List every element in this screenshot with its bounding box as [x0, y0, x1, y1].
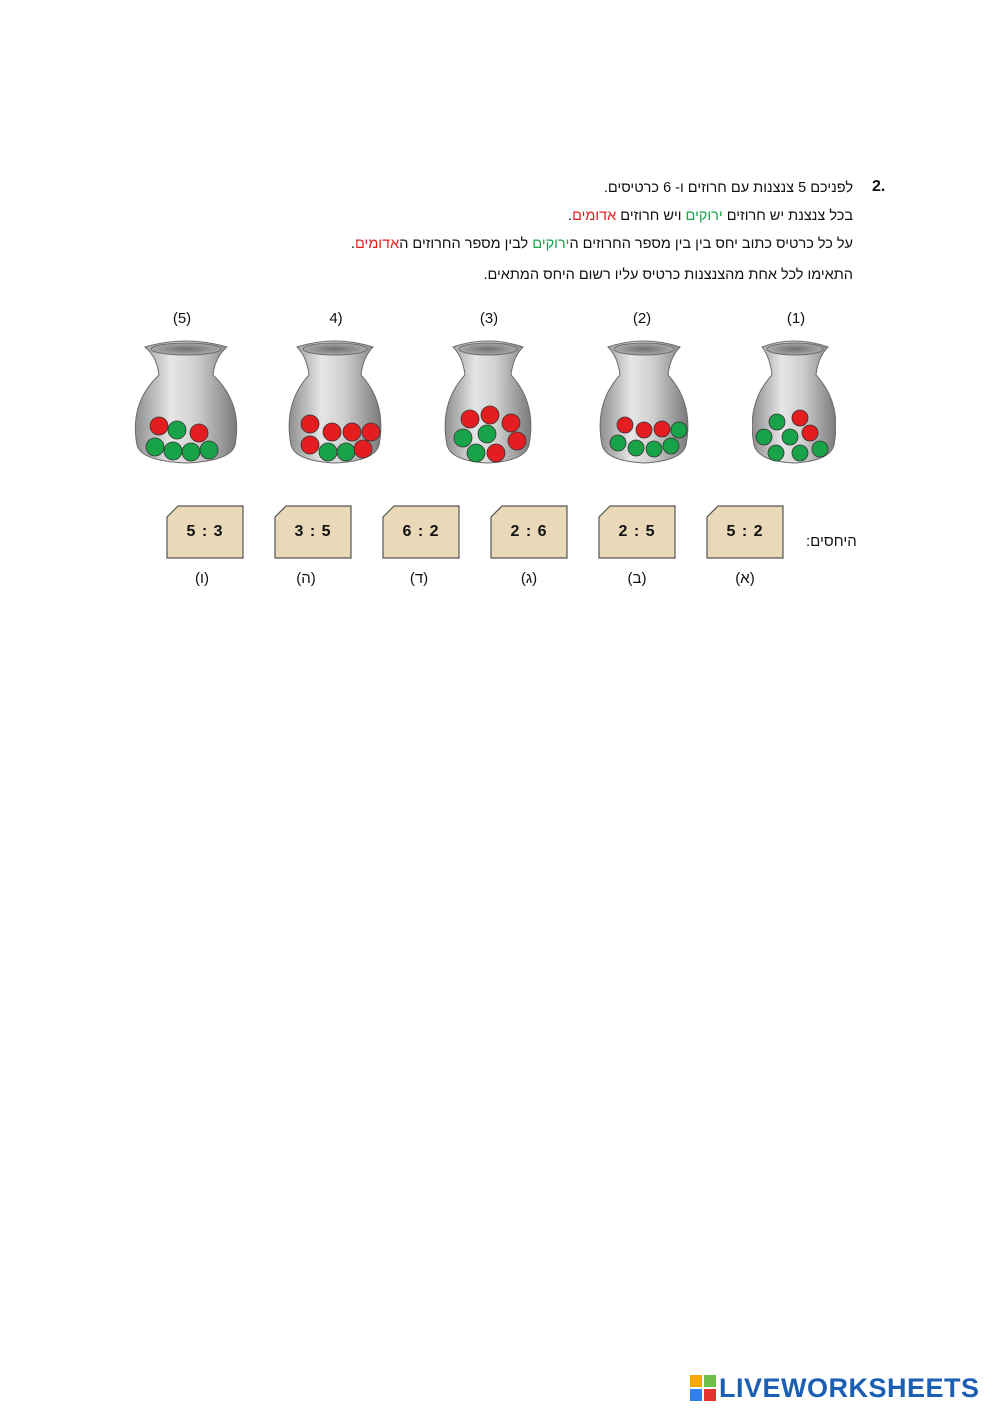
ratio-value: 3 : 5 [294, 523, 332, 540]
card-label-v: (ו) [195, 570, 209, 587]
card-label-h: (ה) [296, 570, 316, 587]
ratio-card-d[interactable] [382, 505, 460, 559]
ratio-value: 6 : 2 [402, 523, 440, 540]
ratio-card-a[interactable] [706, 505, 784, 559]
green-word: ירוקים [685, 208, 723, 224]
ratio-value: 2 : 6 [510, 523, 548, 540]
ratio-card-g[interactable] [490, 505, 568, 559]
brand-name: LIVEWORKSHEETS [719, 1372, 980, 1403]
ratio-card-b[interactable] [598, 505, 676, 559]
vase-1 [752, 335, 836, 467]
card-label-a: (א) [735, 570, 755, 587]
ratios-title: היחסים: [806, 533, 857, 550]
logo-icon [690, 1375, 716, 1401]
ratio-value: 5 : 3 [186, 523, 224, 540]
vase-label-2: (2) [632, 310, 652, 327]
red-word: אדומים [355, 236, 400, 252]
vase-3 [443, 335, 533, 467]
vase-label-5: (5) [172, 310, 192, 327]
vase-4 [287, 335, 383, 467]
instruction-line-1: לפניכם 5 צנצנות עם חרוזים ו- 6 כרטיסים. [603, 180, 853, 196]
question-number: 2. [872, 178, 886, 195]
ratio-card-h[interactable] [274, 505, 352, 559]
ratio-value: 5 : 2 [726, 523, 764, 540]
red-word: אדומים [572, 208, 617, 224]
instruction-line-3: על כל כרטיס כתוב יחס בין בין מספר החרוזים הירוקים לבין מספר החרוזים האדומים. [350, 236, 853, 252]
liveworksheets-logo [690, 1372, 980, 1404]
instruction-line-2: בכל צנצנת יש חרוזים ירוקים ויש חרוזים אדומים. [568, 208, 853, 224]
vase-label-1: (1) [786, 310, 806, 327]
vase-label-4: 4) [329, 310, 343, 327]
vase-2 [598, 335, 690, 467]
vase-5 [133, 335, 239, 467]
card-label-d: (ד) [409, 570, 429, 587]
ratio-value: 2 : 5 [618, 523, 656, 540]
vase-label-3: (3) [479, 310, 499, 327]
green-word: ירוקים [532, 236, 570, 252]
ratio-card-v[interactable] [166, 505, 244, 559]
card-label-g: (ג) [520, 570, 538, 587]
card-label-b: (ב) [627, 570, 647, 587]
instruction-line-4: התאימו לכל אחת מהצנצנות כרטיס עליו רשום היחס המתאים. [483, 267, 853, 283]
